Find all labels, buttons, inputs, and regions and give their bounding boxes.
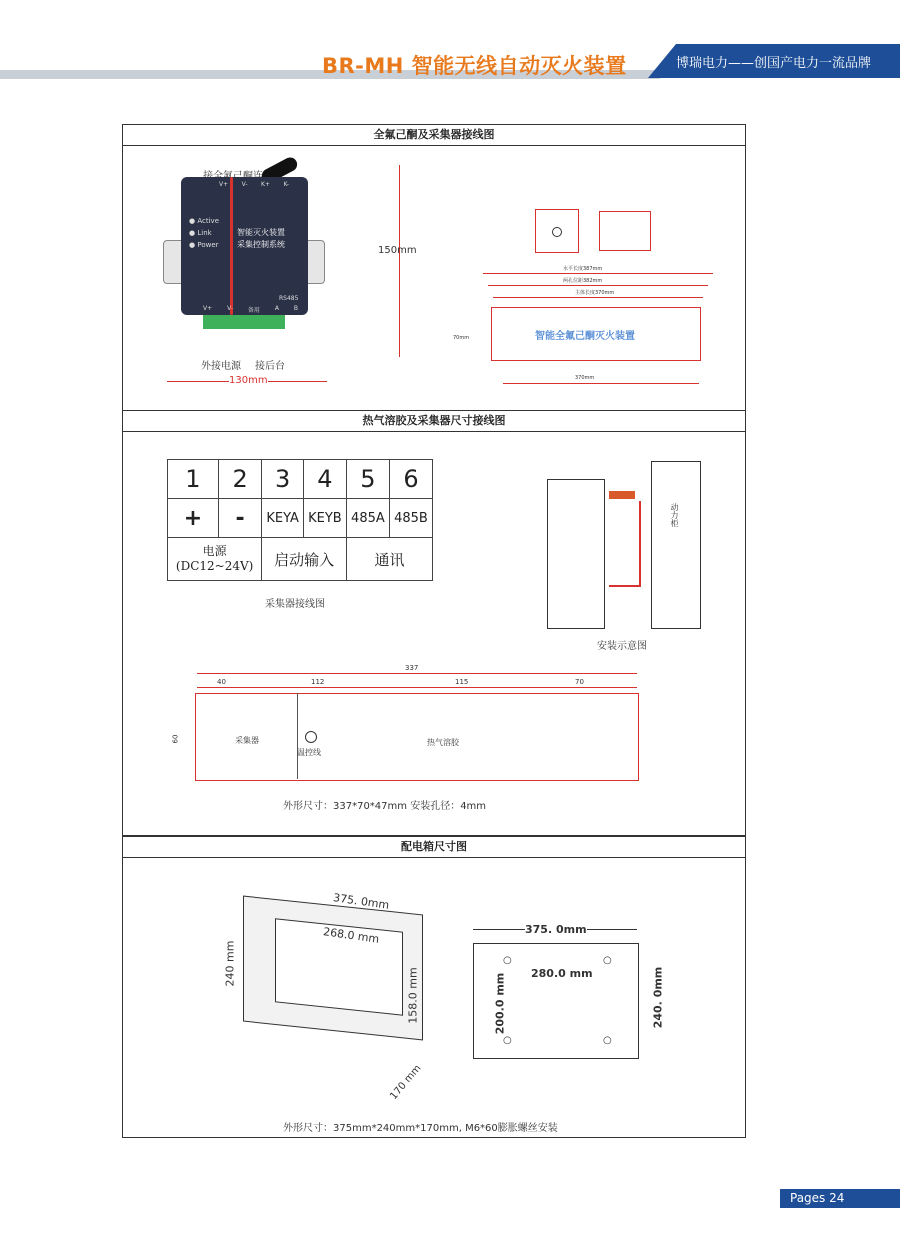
bottom-dim: 370mm <box>575 375 595 381</box>
cabinet-label: 动力柜 <box>670 503 679 527</box>
led-power <box>189 241 219 249</box>
back-holes-height-dim: 200.0 mm <box>493 972 507 1035</box>
table-caption: 采集器接线图 <box>265 599 325 610</box>
bottom-pin-labels <box>203 305 298 314</box>
section-title: 热气溶胶及采集器尺寸接线图 <box>123 411 745 432</box>
pin-label: V- <box>241 181 248 188</box>
back-width-dim: 375. 0mm <box>525 923 587 936</box>
label-collector: 采集器 <box>235 736 259 745</box>
pin-number: 1 <box>168 460 219 499</box>
horizontal-dim-line <box>483 273 713 274</box>
group-power-name: 电源 <box>202 544 227 558</box>
back-height-dim: 240. 0mm <box>651 966 665 1029</box>
inner-dim-line <box>488 285 708 286</box>
bracket-side-view <box>599 211 651 251</box>
group-comm: 通讯 <box>346 538 432 581</box>
box-window-height-dim: 158.0 mm <box>406 967 420 1024</box>
pin-number: 4 <box>303 460 346 499</box>
section-fluoroketone-wiring <box>122 124 746 411</box>
aerosol-outline <box>195 693 639 781</box>
pin-label: V+ <box>203 305 213 312</box>
pin-label: A <box>274 305 279 312</box>
inner-dim: 两孔位距382mm <box>563 278 603 284</box>
side-dim: 70mm <box>453 335 470 341</box>
red-wire <box>230 177 233 315</box>
horizontal-dim: 水平长度387mm <box>563 266 603 272</box>
pin-number: 6 <box>389 460 432 499</box>
led-link <box>189 229 212 237</box>
total-dim-line <box>197 673 637 674</box>
group-power <box>168 538 262 581</box>
mount-hole-icon: ○ <box>603 1035 612 1046</box>
label-temp: 温控线 <box>297 748 321 757</box>
group-start: 启动输入 <box>262 538 347 581</box>
rs485-label: RS485 <box>279 295 299 302</box>
pin-signal: + <box>168 499 219 538</box>
pin-label: K+ <box>261 181 270 188</box>
pin-label: V+ <box>219 181 229 188</box>
section-title: 全氟己酮及采集器接线图 <box>123 125 745 146</box>
page-header <box>0 0 900 85</box>
pin-signal: 485B <box>389 499 432 538</box>
led-icon: ● <box>189 241 196 249</box>
height-dim: 150mm <box>378 245 417 256</box>
cabinet-door <box>547 479 605 629</box>
pin-label: B <box>293 305 298 312</box>
led-label: Link <box>197 229 212 237</box>
segment-dim-line <box>197 687 637 688</box>
temp-sensor-icon <box>305 731 317 743</box>
document-title: BR-MH 智能无线自动灭火装置 <box>322 54 627 78</box>
box-window-dim: 268.0 mm <box>322 925 381 946</box>
box-depth-dim: 170 mm <box>388 1062 424 1103</box>
led-label: Power <box>197 241 219 249</box>
device-name-2: 采集控制系统 <box>237 240 285 249</box>
led-icon: ● <box>189 229 196 237</box>
size-note: 外形尺寸：375mm*240mm*170mm, M6*60膨胀螺丝安装 <box>283 1123 558 1134</box>
height-dim-line <box>399 165 400 357</box>
dim-115: 115 <box>455 678 469 686</box>
width-dim: 130mm <box>229 375 268 386</box>
pin-number: 5 <box>346 460 389 499</box>
collector-divider <box>297 693 298 779</box>
pin-signal: KEYB <box>303 499 346 538</box>
pin-number: 3 <box>262 460 304 499</box>
section-aerosol-wiring <box>122 410 746 836</box>
pin-number: 2 <box>218 460 261 499</box>
ext-terminal-label: 接后台 <box>255 361 285 372</box>
cabinet-wire <box>609 501 641 587</box>
pin-label: V- <box>227 305 233 312</box>
body-dim-line <box>493 297 703 298</box>
aerosol-unit <box>609 491 635 499</box>
label-aerosol: 热气溶胶 <box>427 738 459 747</box>
led-active <box>189 217 219 225</box>
pin-table <box>167 459 433 581</box>
box-height-dim: 240 mm <box>223 940 237 987</box>
dim-60: 60 <box>171 734 180 744</box>
top-pin-labels <box>219 181 289 188</box>
mount-hole-icon: ○ <box>503 1035 512 1046</box>
ext-power-label: 外接电源 <box>201 361 241 372</box>
header-slogan: 博瑞电力——创国产电力一流品牌 <box>676 56 872 71</box>
box-width-dim: 375. 0mm <box>332 891 391 912</box>
bottom-dim-line <box>503 383 699 384</box>
pin-label: K- <box>283 181 289 188</box>
led-label: Active <box>197 217 219 225</box>
pin-signal: KEYA <box>262 499 304 538</box>
body-dim: 主体长度370mm <box>575 290 615 296</box>
size-note: 外形尺寸：337*70*47mm 安装孔径：4mm <box>283 801 487 812</box>
pin-signal: 485A <box>346 499 389 538</box>
pin-signal: - <box>218 499 261 538</box>
section-title: 配电箱尺寸图 <box>123 837 745 858</box>
section-distribution-box <box>122 836 746 1138</box>
dim-112: 112 <box>311 678 325 686</box>
bottom-terminal-block <box>203 315 285 329</box>
bracket-hole-icon <box>552 227 562 237</box>
device-box-title: 智能全氟己酮灭火装置 <box>535 331 635 342</box>
dim-70: 70 <box>575 678 584 686</box>
led-icon: ● <box>189 217 196 225</box>
collector-device <box>181 177 308 315</box>
pin-label: 备用 <box>247 307 260 314</box>
cabinet-body <box>651 461 701 629</box>
device-name-1: 智能灭火装置 <box>237 228 285 237</box>
group-power-voltage: (DC12~24V) <box>175 559 254 573</box>
total-dim: 337 <box>405 664 419 672</box>
page-number: Pages 24 <box>780 1189 900 1208</box>
dim-40: 40 <box>217 678 226 686</box>
back-holes-width-dim: 280.0 mm <box>531 967 593 980</box>
mount-hole-icon: ○ <box>603 955 612 966</box>
mount-hole-icon: ○ <box>503 955 512 966</box>
install-caption: 安装示意图 <box>597 641 647 652</box>
